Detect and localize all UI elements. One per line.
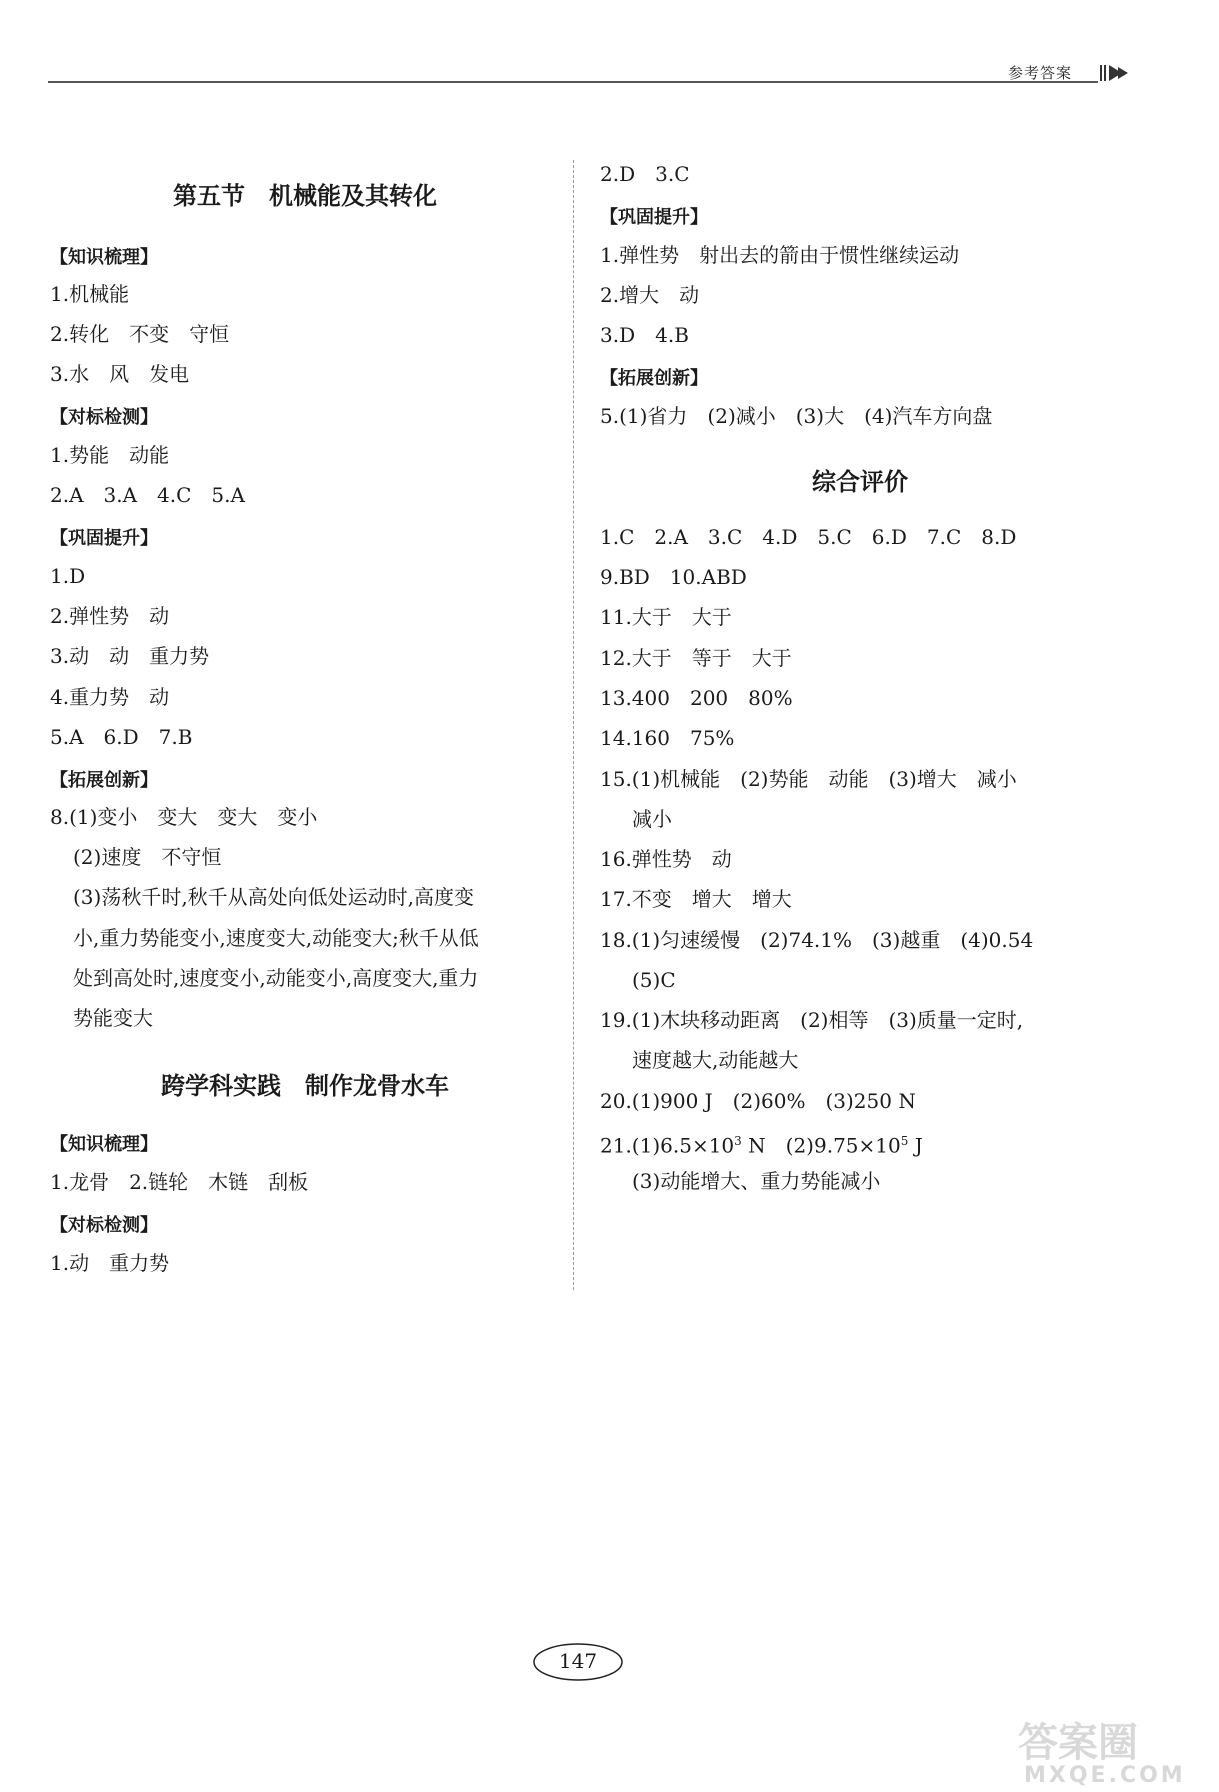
answer-line: 17.不变 增大 增大 [600,887,792,911]
section-title: 跨学科实践 制作龙骨水车 [161,1072,449,1100]
answer-line: 15.(1)机械能 (2)势能 动能 (3)增大 减小 [600,767,1017,791]
watermark-bottom: MXQE.COM [1024,1763,1186,1788]
answer-text: J [908,1133,923,1158]
answer-line: 2.弹性势 动 [50,604,170,628]
watermark-logo [1010,1712,1210,1788]
header-arrow-icon [1100,62,1136,84]
page-number-text: 147 [558,1649,598,1673]
answer-line: 1.势能 动能 [50,443,170,467]
answer-line: 11.大于 大于 [600,605,732,629]
superscript: 5 [900,1134,909,1148]
answer-line: 势能变大 [73,1006,153,1030]
header-rule [48,81,1098,83]
answer-line: 1.弹性势 射出去的箭由于惯性继续运动 [600,243,960,267]
answer-line: 1.D [50,564,86,588]
section-title: 综合评价 [812,468,908,496]
section-heading: 【巩固提升】 [50,528,158,549]
answer-line: 1.机械能 [50,282,130,306]
answer-line: 18.(1)匀速缓慢 (2)74.1% (3)越重 (4)0.54 [600,928,1034,952]
section-heading: 【对标检测】 [50,1215,158,1236]
answer-line: 2.增大 动 [600,283,700,307]
answer-line: 减小 [632,807,672,831]
answer-line: 2.A 3.A 4.C 5.A [50,483,245,507]
column-divider [573,160,574,1290]
answer-line: 5.A 6.D 7.B [50,725,193,749]
section-heading: 【对标检测】 [50,407,158,428]
section-heading: 【知识梳理】 [50,247,158,268]
answer-line: 8.(1)变小 变大 变大 变小 [50,805,318,829]
answer-line: 1.C 2.A 3.C 4.D 5.C 6.D 7.C 8.D [600,525,1017,549]
section-heading: 【拓展创新】 [600,368,708,389]
answer-line: 19.(1)木块移动距离 (2)相等 (3)质量一定时, [600,1008,1024,1032]
answer-line: 13.400 200 80% [600,686,793,710]
answer-line: 16.弹性势 动 [600,847,732,871]
section-heading: 【拓展创新】 [50,770,158,791]
answer-line: (5)C [632,968,676,992]
answer-line: 5.(1)省力 (2)减小 (3)大 (4)汽车方向盘 [600,404,993,428]
superscript: 3 [734,1134,742,1148]
answer-line [600,1127,923,1160]
section-title: 第五节 机械能及其转化 [173,182,437,210]
answer-line: 速度越大,动能越大 [632,1048,799,1072]
answer-line: 9.BD 10.ABD [600,565,747,589]
answer-line: 12.大于 等于 大于 [600,646,792,670]
answer-line: 3.动 动 重力势 [50,644,210,668]
answer-line: 1.龙骨 2.链轮 木链 刮板 [50,1170,309,1194]
answer-line: 1.动 重力势 [50,1251,170,1275]
answer-line: 2.D 3.C [600,162,690,186]
answer-text: N (2)9.75×10 [741,1133,901,1158]
answer-line: (2)速度 不守恒 [73,845,222,869]
answer-line: (3)荡秋千时,秋千从高处向低处运动时,高度变 [73,885,475,909]
answer-line: 20.(1)900 J (2)60% (3)250 N [600,1089,916,1113]
answer-line: 2.转化 不变 守恒 [50,322,230,346]
page-number [530,1640,626,1684]
answer-line: 14.160 75% [600,726,735,750]
header-label: 参考答案 [1008,64,1073,82]
section-heading: 【巩固提升】 [600,207,708,228]
answer-line: 3.水 风 发电 [50,362,190,386]
answer-text: 21.(1)6.5×10 [600,1133,735,1158]
answer-line: 处到高处时,速度变小,动能变小,高度变大,重力 [73,966,479,990]
answer-line: 3.D 4.B [600,323,689,347]
answer-line: 4.重力势 动 [50,685,170,709]
watermark-top: 答案圈 [1018,1720,1138,1766]
answer-line: (3)动能增大、重力势能减小 [632,1169,881,1193]
answer-line: 小,重力势能变小,速度变大,动能变大;秋千从低 [73,926,479,950]
section-heading: 【知识梳理】 [50,1134,158,1155]
